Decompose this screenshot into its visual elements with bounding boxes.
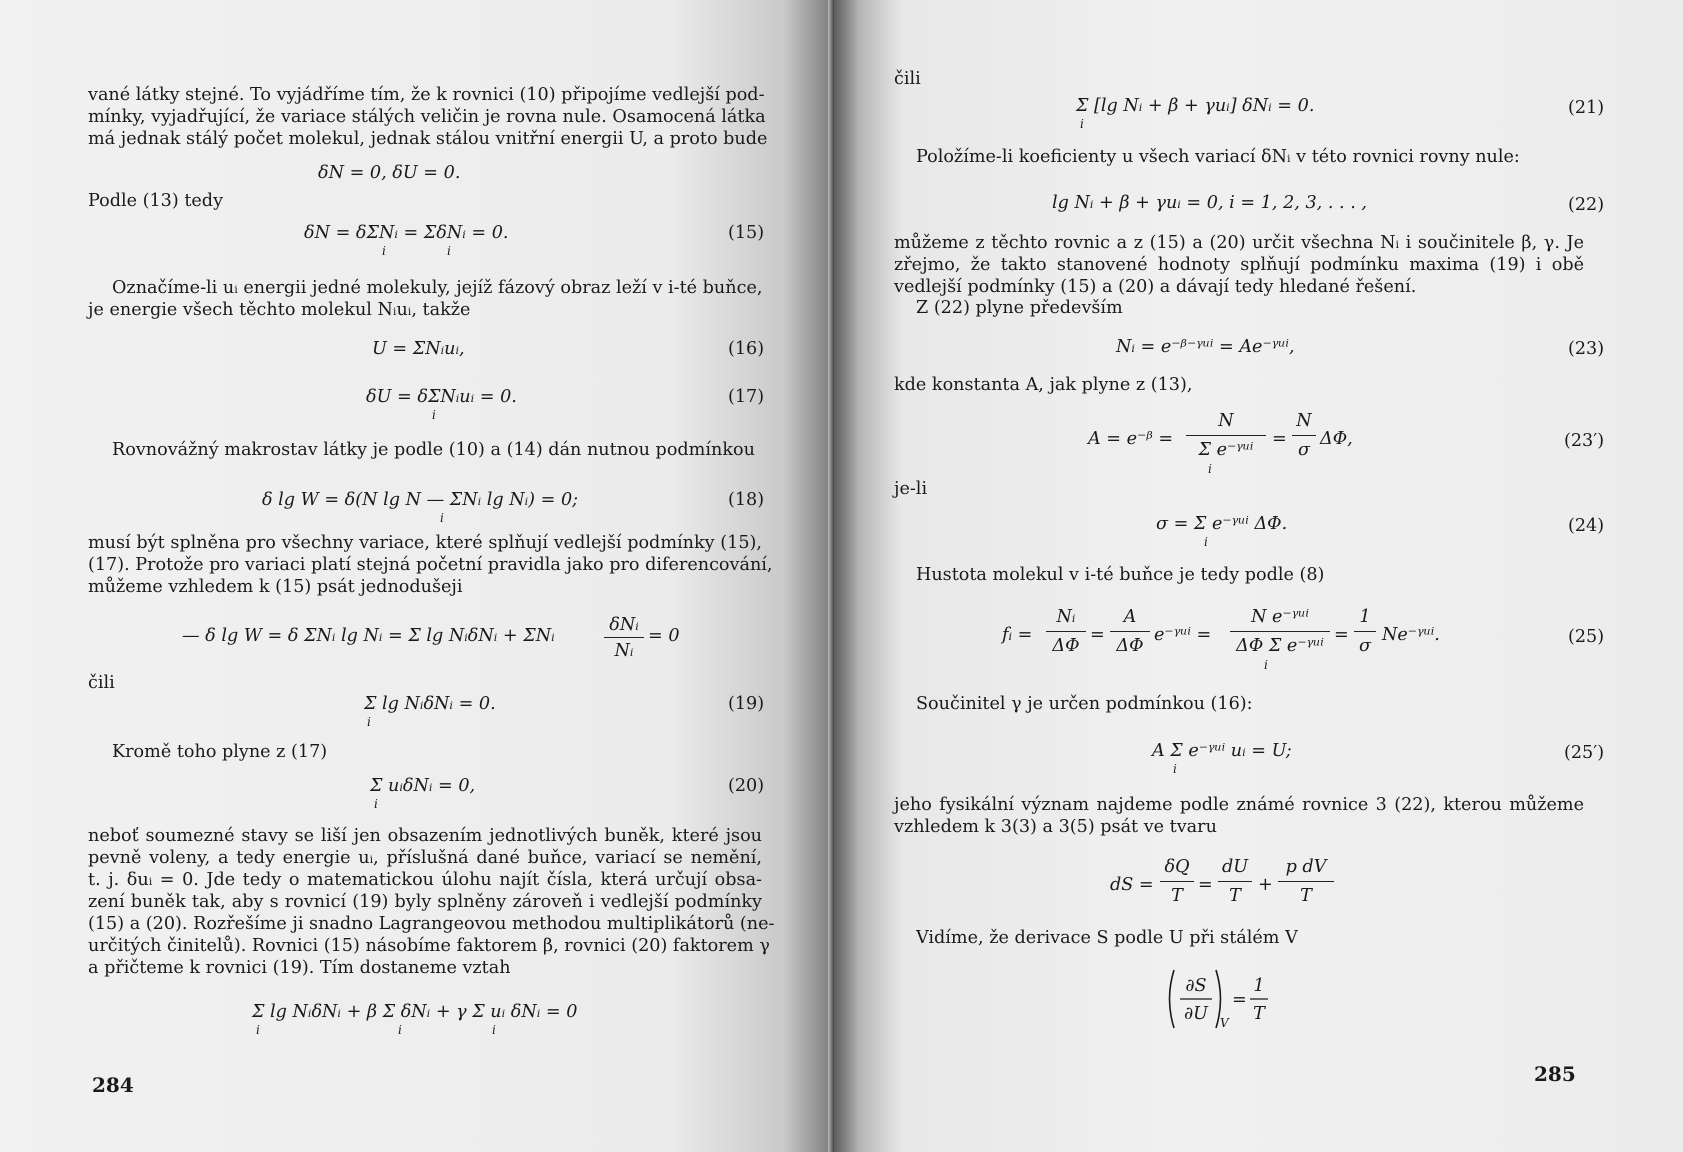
equation-25-mid: e⁻ᵞᵘⁱ = (1154, 625, 1212, 645)
right-para4: kde konstanta A, jak plyne z (13), (894, 375, 1193, 395)
fraction-denominator: ΔΦ (1116, 636, 1144, 656)
plus-sign: + (1258, 875, 1273, 895)
summation-index: i (1208, 462, 1212, 476)
left-para4 (88, 532, 773, 598)
equation-23p-tail: ΔΦ, (1320, 429, 1353, 449)
equation-long: — δ lg W = δ ΣNᵢ lg Nᵢ = Σ lg NᵢδNᵢ + ΣNᵢ (182, 626, 555, 646)
fraction-bar (1046, 631, 1086, 632)
summation-index: i (1264, 658, 1268, 672)
equation-15: δN = δΣNᵢ = ΣδNᵢ = 0. (304, 223, 509, 243)
equation-22: lg Nᵢ + β + γuᵢ = 0, i = 1, 2, 3, . . . , (1052, 193, 1367, 213)
fraction-numerator: dU (1221, 857, 1249, 877)
text-line: vané látky stejné. To vyjádříme tím, že k rovnici (10) připojíme vedlejší pod- (88, 85, 765, 105)
fraction-denominator: T (1300, 886, 1312, 906)
summation-index: i (367, 715, 371, 729)
equation-number-21: (21) (1568, 98, 1605, 118)
summation-index: i (447, 244, 451, 258)
right-page (834, 0, 1683, 1152)
equation-final: Σ lg NᵢδNᵢ + β Σ δNᵢ + γ Σ uᵢ δNᵢ = 0 (252, 1002, 578, 1022)
fraction-bar (1292, 435, 1316, 436)
equation-25p: A Σ e⁻ᵞᵘⁱ uᵢ = U; (1152, 741, 1292, 761)
summation-index: i (374, 797, 378, 811)
summation-index: i (256, 1023, 260, 1037)
text-line: určitých činitelů). Rovnici (15) násobíme faktorem β, rovnici (20) faktorem γ (88, 936, 770, 956)
equation-24: σ = Σ e⁻ᵞᵘⁱ ΔΦ. (1156, 514, 1288, 534)
text-line: zřejmo, že takto stanovené hodnoty splňují podmínku maxima (19) i obě (894, 255, 1584, 275)
equals-sign: = (1272, 429, 1287, 449)
left-para1 (88, 84, 768, 150)
right-para3: Z (22) plyne především (916, 298, 1123, 318)
fraction-numerator: δQ (1164, 857, 1190, 877)
equation-number-17: (17) (728, 387, 765, 407)
fraction-numerator: p dV (1285, 857, 1327, 877)
fraction-numerator: 1 (1253, 976, 1265, 996)
fraction-bar (604, 637, 644, 638)
equation-number-15: (15) (728, 223, 765, 243)
text-line: můžeme vzhledem k (15) psát jednodušeji (88, 577, 463, 597)
equation-number-20: (20) (728, 776, 765, 796)
left-para5: Kromě toho plyne z (17) (112, 742, 328, 762)
equation-17: δU = δΣNᵢuᵢ = 0. (366, 387, 517, 407)
fraction-numerator: N (1218, 411, 1234, 431)
equation-number-18: (18) (728, 490, 765, 510)
fraction-numerator: N (1296, 411, 1312, 431)
fraction-numerator: δNᵢ (609, 615, 639, 635)
text-line: musí být splněna pro všechny variace, které splňují vedlejší podmínky (15), (88, 533, 762, 553)
text-line: mínky, vyjadřující, že variace stálých veličin je rovna nule. Osamocená látka (88, 107, 766, 127)
summation-index: i (1173, 762, 1177, 776)
equals-sign: = (1198, 875, 1213, 895)
equation-25-tail: Ne⁻ᵞᵘⁱ. (1382, 625, 1440, 645)
fraction-denominator: Nᵢ (614, 641, 634, 661)
fraction-bar (1160, 881, 1194, 882)
equation-number-25: (25) (1568, 627, 1605, 647)
text-line: (17). Protože pro variaci platí stejná početní pravidla jako pro diferencování, (88, 555, 773, 575)
equation-18: δ lg W = δ(N lg N — ΣNᵢ lg Nᵢ) = 0; (262, 490, 579, 510)
equation-ds-lhs: dS = (1110, 875, 1154, 895)
text-cili: čili (894, 69, 921, 89)
text-line: neboť soumezné stavy se liší jen obsazením jednotlivých buněk, které jsou (88, 826, 762, 846)
fraction-denominator: ∂U (1184, 1004, 1208, 1024)
text-podle13: Podle (13) tedy (88, 191, 224, 211)
equation-number-24: (24) (1568, 516, 1605, 536)
right-para7 (894, 794, 1584, 838)
text-line: můžeme z těchto rovnic a z (15) a (20) určit všechna Nᵢ i součinitele β, γ. Je (894, 233, 1584, 253)
fraction-denominator: T (1171, 886, 1183, 906)
summation-index: i (398, 1023, 402, 1037)
text-line: vedlejší podmínky (15) a (20) a dávají tedy hledané řešení. (894, 277, 1417, 297)
summation-index: i (440, 511, 444, 525)
summation-index: i (382, 244, 386, 258)
equation-23: Nᵢ = e⁻ᵝ⁻ᵞᵘⁱ = Ae⁻ᵞᵘⁱ, (1116, 337, 1295, 357)
equation-23p-lhs: A = e⁻ᵝ = (1088, 429, 1174, 449)
fraction-numerator: A (1123, 607, 1137, 627)
equation-number-23p: (23′) (1564, 431, 1605, 451)
text-line: (15) a (20). Rozřešíme ji snadno Lagrangeovou methodou multiplikátorů (ne- (88, 914, 775, 934)
equation-number-23: (23) (1568, 339, 1605, 359)
fraction-denominator: T (1253, 1004, 1265, 1024)
fraction-denominator: Σ e⁻ᵞᵘⁱ (1198, 440, 1254, 460)
fraction-numerator: N e⁻ᵞᵘⁱ (1251, 607, 1309, 627)
fraction-bar (1110, 631, 1150, 632)
fraction-bar (1218, 881, 1252, 882)
fraction-numerator: Nᵢ (1056, 607, 1076, 627)
equals-sign: = (1090, 625, 1105, 645)
equation-dN-dU: δN = 0, δU = 0. (318, 163, 461, 183)
text-line: a přičteme k rovnici (19). Tím dostaneme vztah (88, 958, 511, 978)
fraction-denominator: σ (1358, 636, 1371, 656)
fraction-denominator: ΔΦ (1052, 636, 1080, 656)
summation-index: i (1204, 535, 1208, 549)
left-para2 (88, 277, 762, 321)
right-para2 (894, 232, 1584, 298)
fraction-bar (1278, 881, 1334, 882)
fraction-denominator: T (1229, 886, 1241, 906)
fraction-bar (1230, 631, 1330, 632)
page-number: 285 (1534, 1062, 1576, 1086)
right-para6: Součinitel γ je určen podmínkou (16): (916, 694, 1253, 714)
equals-sign: = (1334, 625, 1349, 645)
text-jeli: je-li (894, 479, 928, 499)
equation-number-22: (22) (1568, 195, 1605, 215)
left-page (0, 0, 834, 1152)
equation-25-lhs: fᵢ = (1002, 625, 1033, 645)
equation-number-19: (19) (728, 694, 765, 714)
text-line: má jednak stálý počet molekul, jednak stálou vnitřní energii U, a proto bude (88, 129, 768, 149)
equation-number-25p: (25′) (1564, 743, 1605, 763)
text-line: jeho fysikální význam najdeme podle známé rovnice 3 (22), kterou můžeme (894, 795, 1584, 815)
subscript-V: V (1220, 1016, 1229, 1030)
summation-index: i (432, 408, 436, 422)
text-line: vzhledem k 3(3) a 3(5) psát ve tvaru (894, 817, 1217, 837)
text-line: Označíme-li uᵢ energii jedné molekuly, jejíž fázový obraz leží v i-té buňce, (112, 278, 763, 298)
text-cili: čili (88, 673, 115, 693)
equals-sign: = (1232, 990, 1247, 1010)
text-line: t. j. δuᵢ = 0. Jde tedy o matematickou úlohu najít čísla, která určují obsa- (88, 870, 762, 890)
equation-20: Σ uᵢδNᵢ = 0, (370, 776, 476, 796)
fraction-denominator: σ (1297, 440, 1310, 460)
text-line: pevně voleny, a tedy energie uᵢ, příslušná dané buňce, variací se nemění, (88, 848, 762, 868)
left-para3: Rovnovážný makrostav látky je podle (10) a (14) dán nutnou podmínkou (112, 440, 755, 460)
equation-number-16: (16) (728, 339, 765, 359)
fraction-numerator: ∂S (1185, 976, 1207, 996)
fraction-bar (1186, 435, 1266, 436)
fraction-bar (1354, 631, 1376, 632)
text-line: je energie všech těchto molekul Nᵢuᵢ, takže (88, 300, 471, 320)
summation-index: i (1080, 117, 1084, 131)
equation-19: Σ lg NᵢδNᵢ = 0. (364, 694, 496, 714)
right-para1: Položíme-li koeficienty u všech variací δNᵢ v této rovnici rovny nule: (916, 147, 1520, 167)
right-para8: Vidíme, že derivace S podle U při stálém V (916, 928, 1298, 948)
equation-16: U = ΣNᵢuᵢ, (372, 339, 465, 359)
fraction-denominator: ΔΦ Σ e⁻ᵞᵘⁱ (1236, 636, 1324, 656)
equation-long-tail: = 0 (648, 626, 680, 646)
text-line: zení buněk tak, aby s rovnicí (19) byly splněny zároveň i vedlejší podmínky (88, 892, 762, 912)
right-para5: Hustota molekul v i-té buňce je tedy podle (8) (916, 565, 1325, 585)
equation-21: Σ [lg Nᵢ + β + γuᵢ] δNᵢ = 0. (1076, 96, 1315, 116)
fraction-numerator: 1 (1359, 607, 1371, 627)
page-number: 284 (92, 1073, 134, 1097)
left-para6 (88, 825, 775, 979)
summation-index: i (492, 1023, 496, 1037)
